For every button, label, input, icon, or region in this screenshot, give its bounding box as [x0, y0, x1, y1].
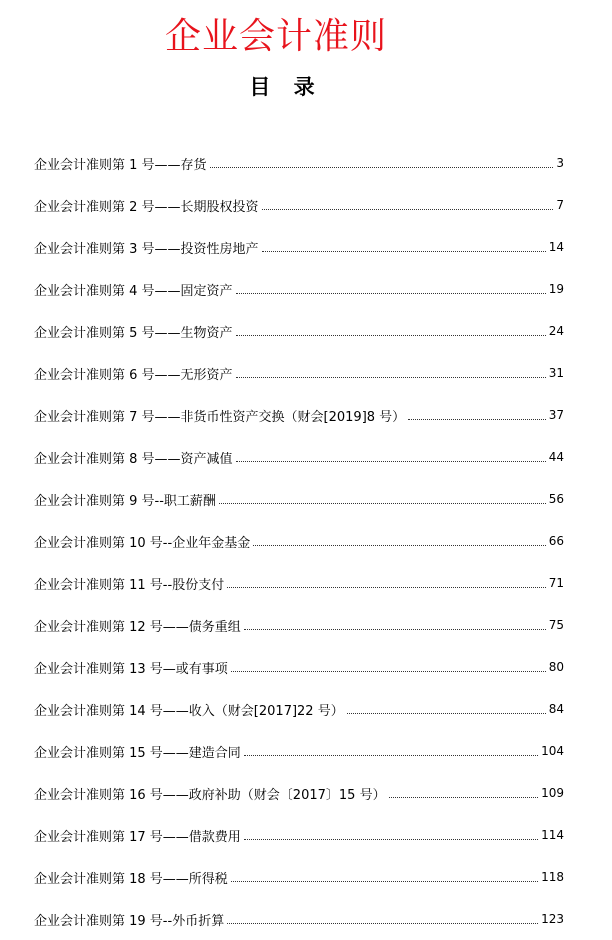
toc-entry[interactable] — [34, 772, 564, 814]
dot-leader — [227, 587, 546, 588]
dot-leader — [244, 839, 538, 840]
dot-leader — [231, 671, 546, 672]
toc-entry[interactable] — [34, 184, 564, 226]
toc-page-number: 37 — [548, 408, 564, 422]
dot-leader — [236, 461, 546, 462]
toc-page-number: 24 — [548, 324, 564, 338]
toc-entry-title: 企业会计准则第 7 号——非货币性资产交换（财会[2019]8 号） — [34, 409, 406, 425]
toc-entry-title: 企业会计准则第 1 号——存货 — [34, 157, 207, 173]
dot-leader — [262, 251, 546, 252]
toc-entry-title: 企业会计准则第 9 号--职工薪酬 — [34, 493, 216, 509]
toc-entry-title: 企业会计准则第 8 号——资产减值 — [34, 451, 233, 467]
toc-entry[interactable] — [34, 268, 564, 310]
dot-leader — [347, 713, 546, 714]
dot-leader — [262, 209, 554, 210]
toc-page-number: 109 — [541, 786, 564, 800]
toc-entry-title: 企业会计准则第 3 号——投资性房地产 — [34, 241, 259, 257]
toc-entry[interactable] — [34, 856, 564, 898]
toc-entry[interactable] — [34, 352, 564, 394]
toc-entry[interactable] — [34, 898, 564, 940]
toc-entry[interactable] — [34, 394, 564, 436]
toc-entry[interactable] — [34, 520, 564, 562]
toc-entry-title: 企业会计准则第 11 号--股份支付 — [34, 577, 225, 593]
toc-entry-title: 企业会计准则第 13 号—或有事项 — [34, 661, 228, 677]
toc-entry-title: 企业会计准则第 4 号——固定资产 — [34, 283, 233, 299]
toc-page-number: 75 — [548, 618, 564, 632]
toc-entry-title: 企业会计准则第 5 号——生物资产 — [34, 325, 233, 341]
toc-page-number: 7 — [556, 198, 564, 212]
toc-page-number: 71 — [548, 576, 564, 590]
toc-entry-title: 企业会计准则第 2 号——长期股权投资 — [34, 199, 259, 215]
toc-page-number: 31 — [548, 366, 564, 380]
toc-page-number: 104 — [541, 744, 564, 758]
dot-leader — [236, 293, 546, 294]
toc-entry[interactable] — [34, 142, 564, 184]
dot-leader — [244, 629, 546, 630]
toc-entry[interactable] — [34, 226, 564, 268]
dot-leader — [253, 545, 546, 546]
toc-entry[interactable] — [34, 310, 564, 352]
toc-entry-title: 企业会计准则第 18 号——所得税 — [34, 871, 228, 887]
toc-heading: 目 录 — [249, 75, 323, 99]
toc-entry[interactable] — [34, 688, 564, 730]
toc-entry-title: 企业会计准则第 12 号——债务重组 — [34, 619, 241, 635]
toc-page-number: 14 — [548, 240, 564, 254]
table-of-contents — [34, 142, 564, 940]
dot-leader — [389, 797, 539, 798]
toc-page-number: 44 — [548, 450, 564, 464]
toc-entry[interactable] — [34, 646, 564, 688]
toc-page-number: 56 — [548, 492, 564, 506]
toc-entry[interactable] — [34, 562, 564, 604]
toc-page-number: 114 — [541, 828, 564, 842]
dot-leader — [236, 335, 546, 336]
dot-leader — [231, 881, 538, 882]
toc-entry-title: 企业会计准则第 16 号——政府补助（财会〔2017〕15 号） — [34, 787, 386, 803]
dot-leader — [227, 923, 538, 924]
toc-page-number: 19 — [548, 282, 564, 296]
toc-page-number: 118 — [541, 870, 564, 884]
toc-entry-title: 企业会计准则第 14 号——收入（财会[2017]22 号） — [34, 703, 344, 719]
toc-page-number: 3 — [556, 156, 564, 170]
toc-entry[interactable] — [34, 604, 564, 646]
toc-page-number: 80 — [548, 660, 564, 674]
toc-entry-title: 企业会计准则第 17 号——借款费用 — [34, 829, 241, 845]
dot-leader — [219, 503, 546, 504]
toc-entry[interactable] — [34, 730, 564, 772]
document-title: 企业会计准则 — [164, 16, 387, 57]
toc-entry[interactable] — [34, 436, 564, 478]
toc-entry-title: 企业会计准则第 6 号——无形资产 — [34, 367, 233, 383]
toc-entry-title: 企业会计准则第 19 号--外币折算 — [34, 913, 225, 929]
toc-entry[interactable] — [34, 814, 564, 856]
toc-entry-title: 企业会计准则第 10 号--企业年金基金 — [34, 535, 251, 551]
dot-leader — [236, 377, 546, 378]
toc-page-number: 66 — [548, 534, 564, 548]
dot-leader — [408, 419, 546, 420]
toc-entry[interactable] — [34, 478, 564, 520]
toc-page-number: 84 — [548, 702, 564, 716]
dot-leader — [244, 755, 538, 756]
dot-leader — [210, 167, 554, 168]
toc-entry-title: 企业会计准则第 15 号——建造合同 — [34, 745, 241, 761]
toc-page-number: 123 — [541, 912, 564, 926]
